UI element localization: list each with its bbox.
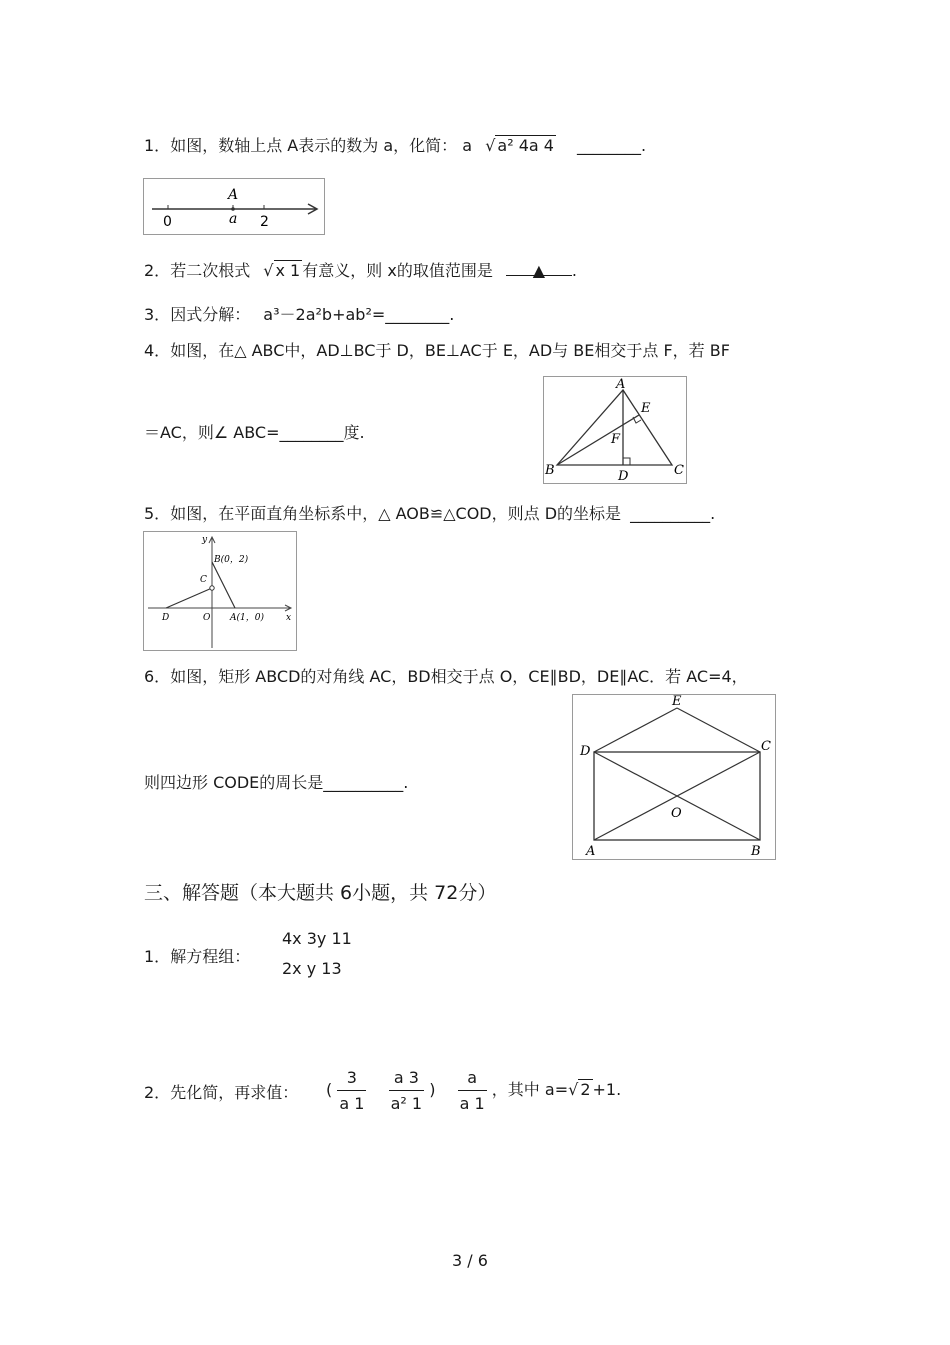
label-F: F <box>611 432 621 447</box>
question-text: 表示的数为 <box>298 136 379 155</box>
coordinate-svg <box>144 532 296 650</box>
solve-question-2 <box>144 1080 298 1103</box>
question-text: 如图，矩形 ABCD的对角线 AC，BD相交于点 O，CE∥BD，DE∥AC．若 AC=4， <box>170 667 748 686</box>
label-O: O <box>203 613 211 623</box>
question-4-line-2 <box>144 420 365 443</box>
label-D: D <box>618 469 629 483</box>
point-C <box>210 586 214 590</box>
question-number: 3． <box>144 305 171 324</box>
variable: a <box>383 136 394 155</box>
segment-CE <box>677 708 760 752</box>
question-number: 4． <box>144 341 171 360</box>
label-D: D <box>580 744 591 759</box>
punctuation: . <box>571 261 578 280</box>
tick-label-2: 2 <box>260 214 269 230</box>
solve-question-1 <box>144 944 250 967</box>
question-number: 2． <box>144 261 171 280</box>
rectangle-svg <box>573 695 775 859</box>
radicand: a² 4a 4 <box>497 136 554 155</box>
denominator: a² 1 <box>390 1094 423 1113</box>
question-text: 如图，在△ ABC中，AD⊥BC于 D，BE⊥AC于 E，AD与 BE相交于点 F，若 BF <box>170 341 730 360</box>
open-paren: ( <box>326 1080 333 1099</box>
label-C: C <box>200 575 207 585</box>
sqrt-sign: √ <box>485 136 496 155</box>
numerator: a <box>458 1068 487 1091</box>
question-text: 度. <box>343 423 365 442</box>
question-text: ＝AC，则∠ ABC= <box>144 423 280 442</box>
label-B: B <box>545 463 555 478</box>
question-text: 如图，数轴上点 <box>170 136 283 155</box>
question-number: 1． <box>144 947 171 966</box>
page-number: 3 / 6 <box>452 1251 488 1270</box>
answer-blank: __________ <box>630 504 711 523</box>
punctuation: . <box>710 504 716 523</box>
label-A: A(1，0) <box>230 613 264 623</box>
label-E: E <box>672 695 682 709</box>
question-text: 则四边形 CODE的周长是 <box>144 773 324 792</box>
question-text: ，化简： <box>393 136 458 155</box>
question-5 <box>144 501 715 524</box>
label-x: x <box>286 613 292 623</box>
question-number: 1． <box>144 136 171 155</box>
label-D: D <box>162 613 170 623</box>
answer-blank: __________ <box>323 773 404 792</box>
number-line-figure <box>143 178 325 235</box>
label-B: B <box>751 844 761 859</box>
numerator: 3 <box>337 1068 366 1091</box>
label-C: C <box>761 739 771 754</box>
number-line-svg <box>144 179 324 234</box>
denominator: a 1 <box>339 1094 365 1113</box>
question-text: 先化简，再求值： <box>170 1083 299 1102</box>
question-2 <box>144 258 577 281</box>
fraction-1 <box>337 1068 366 1113</box>
triangle-svg <box>544 377 686 483</box>
triangle-figure <box>543 376 687 484</box>
question-text: ，其中 a= <box>491 1080 569 1099</box>
question-text: . <box>403 773 409 792</box>
label-y: y <box>202 535 208 545</box>
question-text: 解方程组： <box>170 947 251 966</box>
sqrt-sign: √ <box>568 1080 579 1099</box>
label-A: A <box>586 844 596 859</box>
radicand: x 1 <box>275 261 301 280</box>
question-text: 有意义，则 <box>302 261 383 280</box>
label-B: B(0，2) <box>214 555 249 565</box>
tick-label-0: 0 <box>163 214 172 230</box>
question-text: 如图，在平面直角坐标系中，△ AOB≌△COD，则点 D的坐标是 <box>170 504 622 523</box>
section-title: 三、解答题（本大题共 6小题，共 72分） <box>144 882 497 904</box>
rectangle-figure <box>572 694 776 860</box>
answer-blank: ________ <box>385 305 450 324</box>
segment-DE <box>594 708 677 752</box>
answer-blank: ________ <box>279 423 344 442</box>
segment-CD <box>166 588 212 608</box>
answer-blank <box>506 261 572 280</box>
punctuation: . <box>641 136 647 155</box>
question-3 <box>144 302 454 325</box>
label-A: A <box>228 187 239 203</box>
simplify-expression <box>326 1068 621 1113</box>
right-angle-D <box>623 458 630 465</box>
equation-2: 2x y 13 <box>282 959 342 978</box>
fraction-3 <box>458 1068 487 1113</box>
question-number: 6． <box>144 667 171 686</box>
question-text: 因式分解： <box>170 305 251 324</box>
question-text: 若二次根式 <box>170 261 251 280</box>
question-number: 2． <box>144 1083 171 1102</box>
fraction-2 <box>389 1068 424 1113</box>
label-C: C <box>674 463 684 478</box>
triangle-marker: ▲ <box>532 261 546 280</box>
question-6 <box>144 664 748 687</box>
sqrt-sign: √ <box>263 261 274 280</box>
coordinate-figure <box>143 531 297 651</box>
point-label: A <box>287 136 299 155</box>
label-O: O <box>671 806 682 821</box>
question-1 <box>144 133 646 156</box>
denominator: a 1 <box>459 1094 485 1113</box>
label-a: a <box>229 211 238 227</box>
radicand: 2 <box>580 1080 591 1099</box>
question-4 <box>144 338 730 361</box>
label-E: E <box>641 401 651 416</box>
label-A: A <box>616 377 626 392</box>
numerator: a 3 <box>389 1068 424 1091</box>
question-text: +1. <box>592 1080 622 1099</box>
segment-AB <box>212 562 235 608</box>
variable: x <box>387 261 397 280</box>
answer-blank: ________ <box>577 136 642 155</box>
equation-1: 4x 3y 11 <box>282 929 352 948</box>
question-number: 5． <box>144 504 171 523</box>
punctuation: . <box>449 305 455 324</box>
question-6-line-2 <box>144 770 408 793</box>
close-paren: ) <box>429 1080 436 1099</box>
expression: a³－2a²b+ab²= <box>263 305 386 324</box>
expression: a <box>462 136 473 155</box>
question-text: 的取值范围是 <box>396 261 493 280</box>
